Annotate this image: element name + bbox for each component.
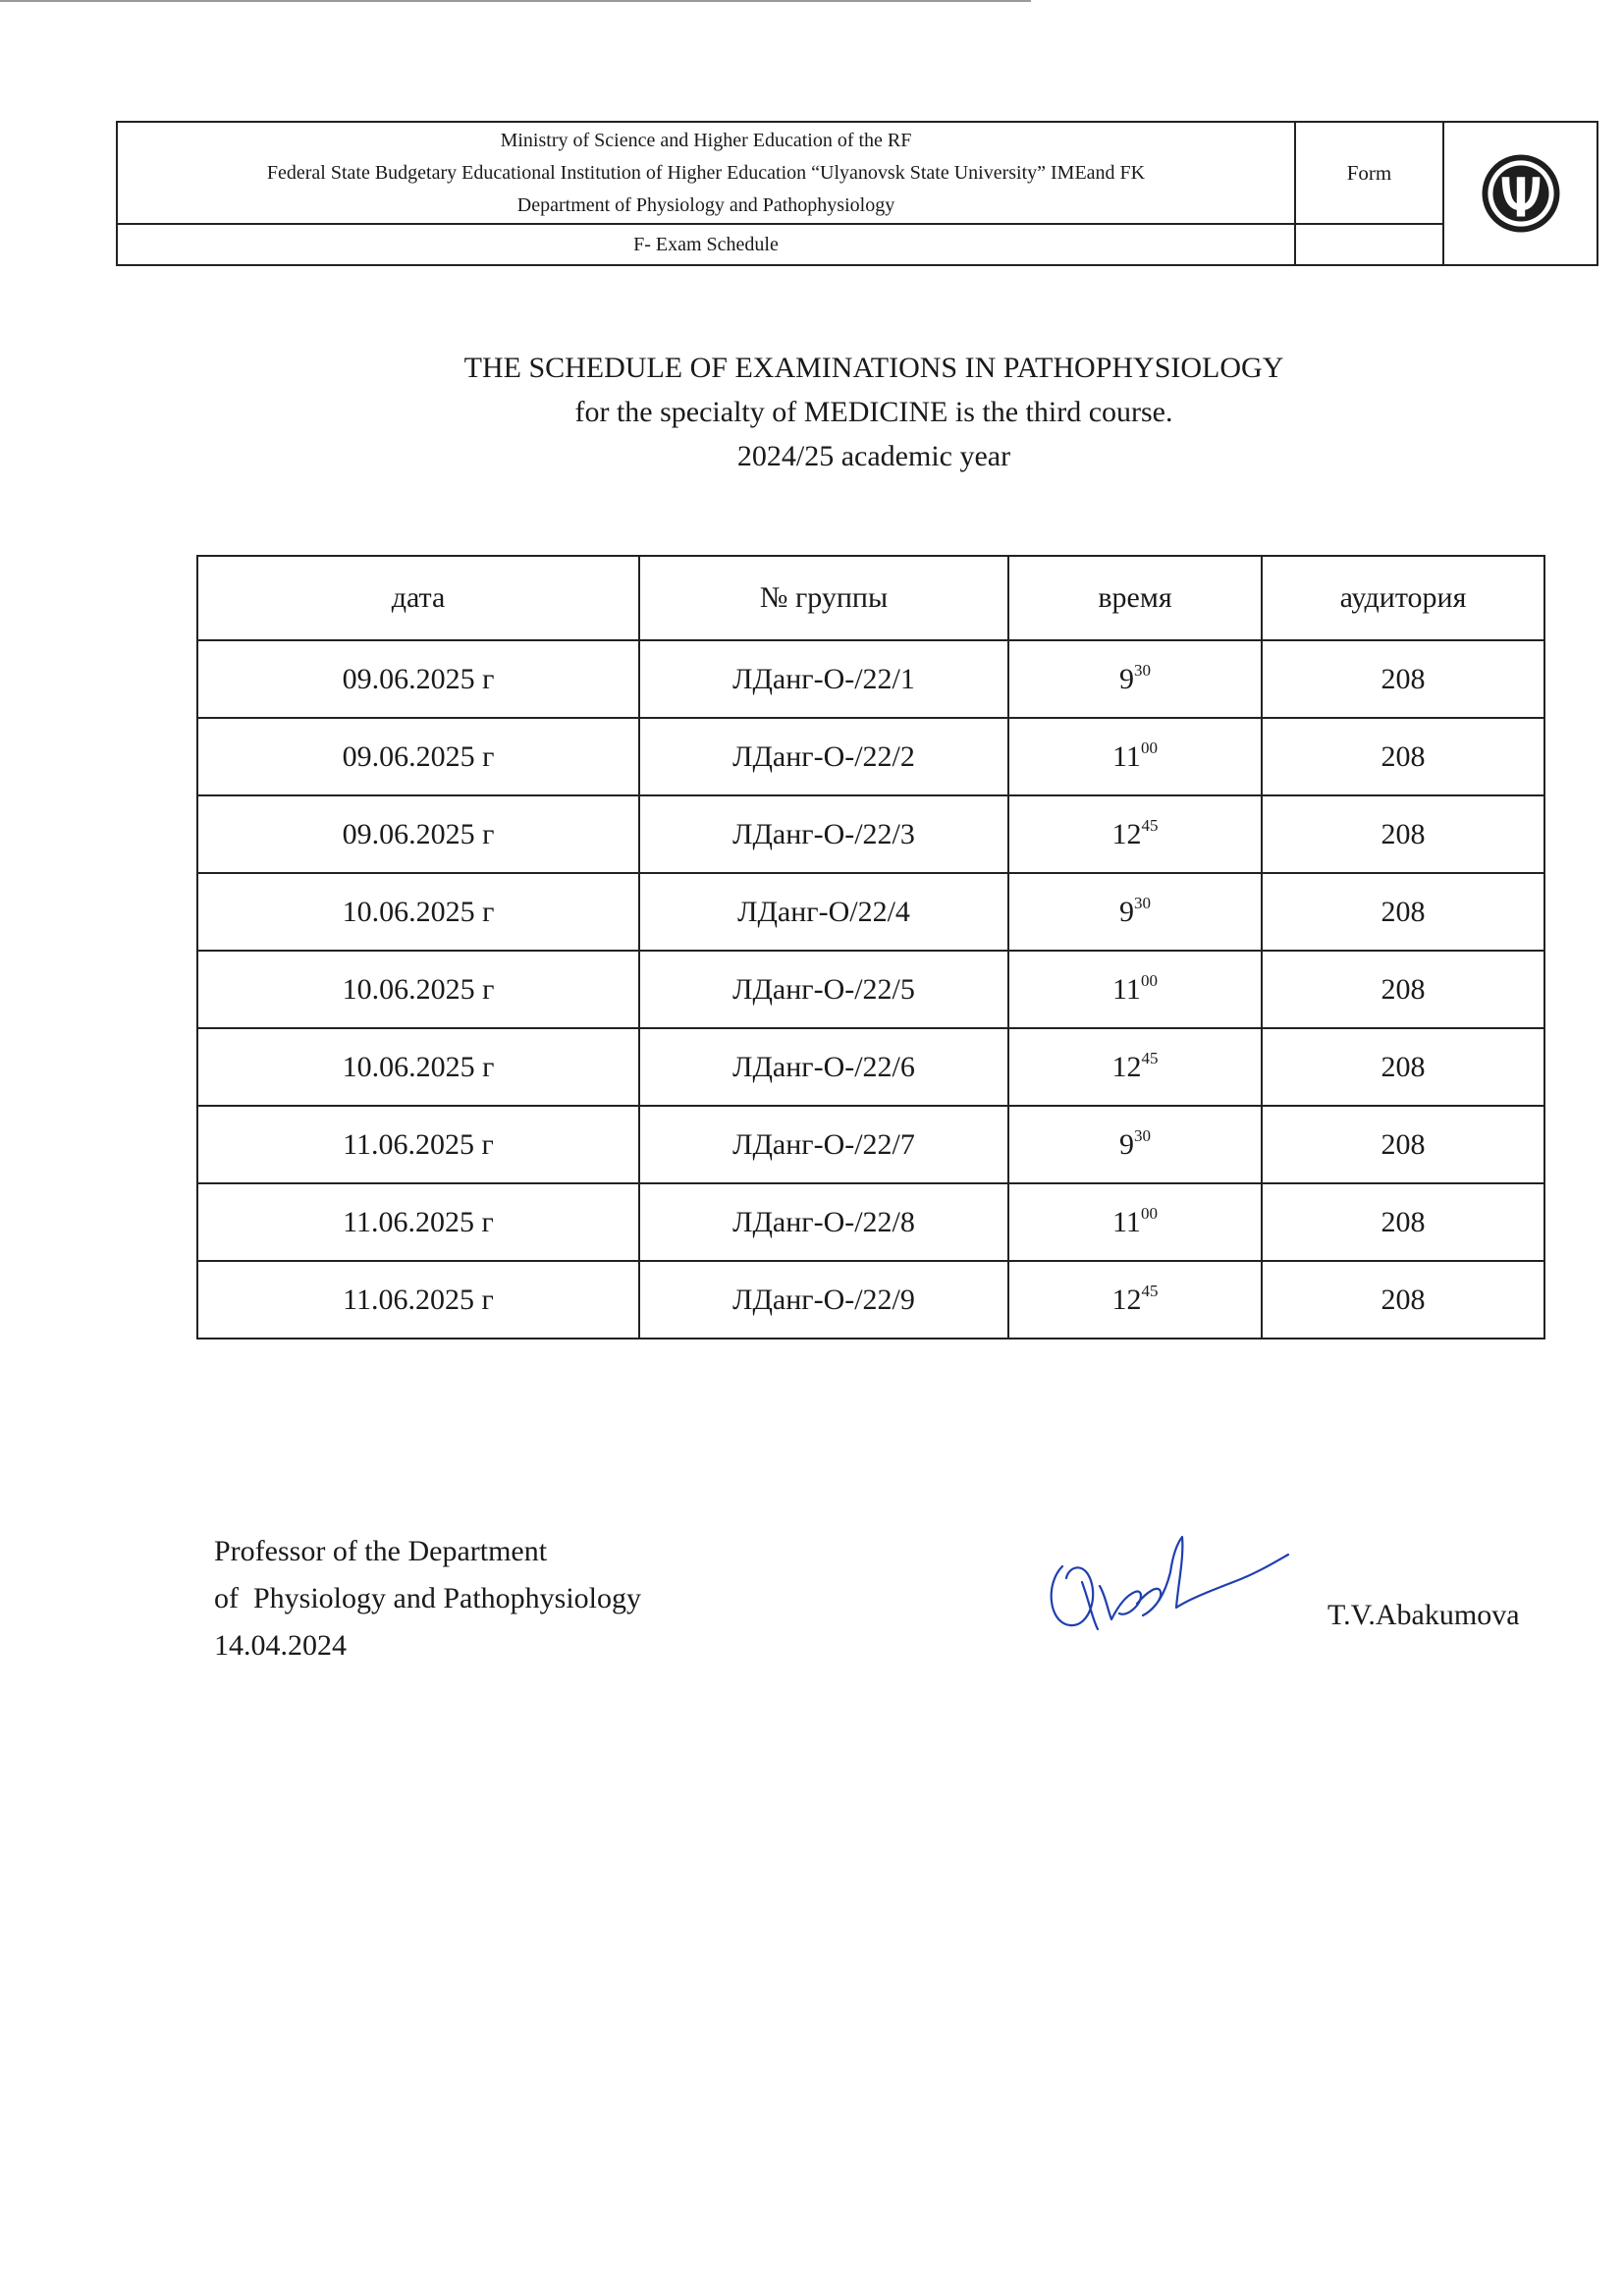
time-hour: 9 [1119,1127,1134,1161]
room-cell: 208 [1262,1106,1544,1183]
table-row [197,718,1544,795]
table-row [197,1028,1544,1106]
position-line-1: Professor of the Department [214,1535,548,1567]
date-cell: 09.06.2025 г [197,640,639,718]
time-cell [1008,1028,1262,1106]
empty-cell [1295,224,1443,265]
time-minutes: 30 [1134,1125,1151,1145]
column-header-time: время [1008,556,1262,640]
university-emblem-icon [1480,152,1562,235]
group-cell: ЛДанг-О-/22/7 [639,1106,1008,1183]
date-cell: 11.06.2025 г [197,1183,639,1261]
time-hour: 9 [1119,662,1134,695]
handwritten-signature [1041,1527,1296,1645]
time-cell [1008,1183,1262,1261]
position-line-2: of Physiology and Pathophysiology [214,1582,642,1614]
table-row [197,1183,1544,1261]
time-hour: 11 [1112,972,1141,1006]
title-line-2: for the specialty of MEDICINE is the third course. [574,396,1173,428]
time-minutes: 45 [1141,815,1159,835]
room-cell: 208 [1262,640,1544,718]
organization-block [117,122,1295,224]
scan-edge-line [0,0,1031,2]
room-cell: 208 [1262,1261,1544,1339]
exam-schedule-table [196,555,1543,1339]
room-cell: 208 [1262,1183,1544,1261]
time-cell [1008,951,1262,1028]
group-cell: ЛДанг-О/22/4 [639,873,1008,951]
group-cell: ЛДанг-О-/22/9 [639,1261,1008,1339]
time-hour: 12 [1111,1283,1142,1316]
column-header-group: № группы [639,556,1008,640]
date-cell: 11.06.2025 г [197,1261,639,1339]
date-cell: 10.06.2025 г [197,951,639,1028]
time-minutes: 00 [1140,1203,1158,1223]
date-cell: 10.06.2025 г [197,873,639,951]
time-hour: 12 [1111,817,1142,850]
room-cell: 208 [1262,951,1544,1028]
time-hour: 12 [1111,1050,1142,1083]
time-cell [1008,718,1262,795]
room-cell: 208 [1262,1028,1544,1106]
time-cell [1008,1106,1262,1183]
time-minutes: 45 [1141,1281,1159,1300]
document-title [295,346,1453,478]
date-cell: 11.06.2025 г [197,1106,639,1183]
time-minutes: 00 [1140,970,1158,990]
time-hour: 11 [1112,1205,1141,1238]
time-cell [1008,640,1262,718]
column-header-date: дата [197,556,639,640]
form-label: Form [1295,122,1443,224]
time-hour: 11 [1112,739,1141,773]
table-row [197,873,1544,951]
date-cell: 10.06.2025 г [197,1028,639,1106]
date-cell: 09.06.2025 г [197,718,639,795]
time-cell [1008,795,1262,873]
ministry-line: Ministry of Science and Higher Education of the RF [500,129,912,151]
group-cell: ЛДанг-О-/22/1 [639,640,1008,718]
table-row [197,1106,1544,1183]
column-header-room: аудитория [1262,556,1544,640]
time-cell [1008,873,1262,951]
group-cell: ЛДанг-О-/22/5 [639,951,1008,1028]
date-cell: 09.06.2025 г [197,795,639,873]
time-minutes: 30 [1134,893,1151,912]
signed-date: 14.04.2024 [214,1629,347,1662]
time-minutes: 45 [1141,1048,1159,1067]
time-cell [1008,1261,1262,1339]
group-cell: ЛДанг-О-/22/8 [639,1183,1008,1261]
document-header-form [116,121,1597,266]
table-row [197,795,1544,873]
table-row [197,951,1544,1028]
form-name: F- Exam Schedule [117,224,1295,265]
signatory-name: T.V.Abakumova [1327,1599,1520,1631]
signatory-block [214,1528,641,1669]
time-minutes: 00 [1140,738,1158,757]
group-cell: ЛДанг-О-/22/2 [639,718,1008,795]
room-cell: 208 [1262,795,1544,873]
time-hour: 9 [1119,895,1134,928]
room-cell: 208 [1262,718,1544,795]
room-cell: 208 [1262,873,1544,951]
time-minutes: 30 [1134,660,1151,680]
logo-cell [1443,122,1597,265]
institution-line: Federal State Budgetary Educational Institution of Higher Education “Ulyanovsk State University” IMEand FK [266,161,1146,184]
group-cell: ЛДанг-О-/22/6 [639,1028,1008,1106]
group-cell: ЛДанг-О-/22/3 [639,795,1008,873]
table-header-row [197,556,1544,640]
department-line: Department of Physiology and Pathophysiology [516,193,895,216]
title-line-3: 2024/25 academic year [736,440,1011,472]
title-line-1: THE SCHEDULE OF EXAMINATIONS IN PATHOPHYSIOLOGY [463,352,1284,384]
table-row [197,640,1544,718]
table-row [197,1261,1544,1339]
